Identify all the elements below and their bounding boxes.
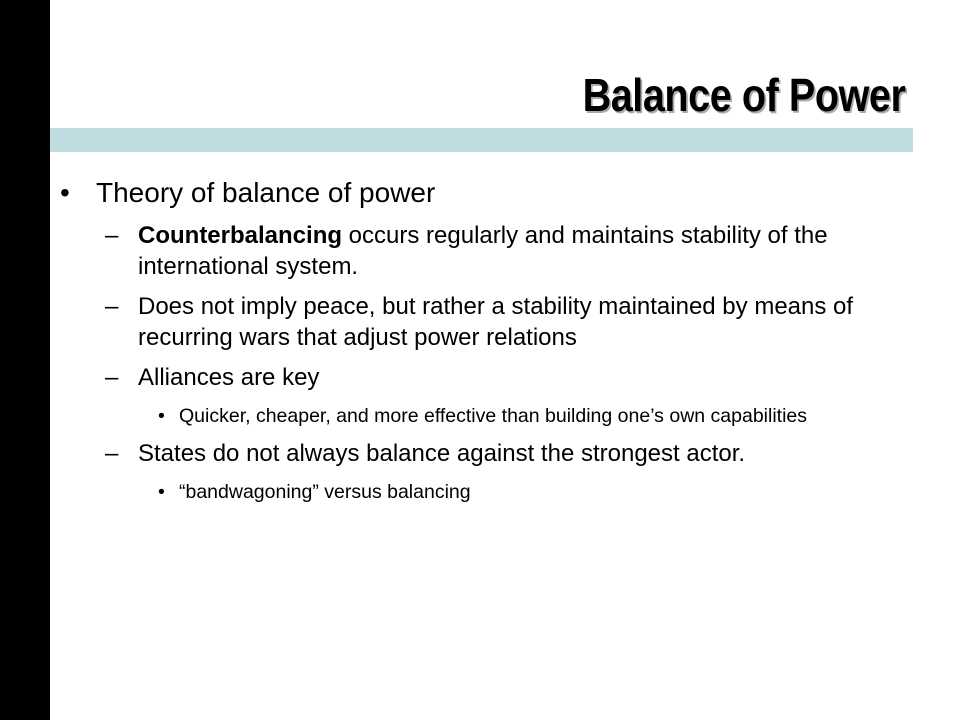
point-bold-term: Counterbalancing — [138, 222, 343, 249]
subpoint-text: “bandwagoning” versus balancing — [179, 481, 471, 503]
title-underline-band — [50, 128, 913, 152]
point-text: States do not always balance against the strongest actor. — [138, 440, 746, 467]
point-alliances — [58, 362, 918, 393]
slide-body — [58, 171, 918, 505]
heading-text: Theory of balance of power — [96, 177, 436, 208]
dash-marker: – — [105, 364, 119, 391]
subpoint-text: Quicker, cheaper, and more effective than building one’s own capabilities — [179, 405, 808, 427]
bullet-marker: • — [158, 405, 165, 427]
slide-title: Balance of Power — [582, 69, 905, 121]
bullet-heading — [58, 171, 918, 215]
dash-marker: – — [105, 293, 119, 320]
point-text: Alliances are key — [138, 364, 320, 391]
point-text: Does not imply peace, but rather a stability maintained by means of recurring wars that adjust power relations — [138, 293, 854, 351]
subpoint-bandwagoning — [58, 479, 918, 505]
point-states-balance — [58, 438, 918, 469]
left-accent-bar — [0, 0, 50, 720]
bullet-marker: • — [60, 177, 70, 208]
bullet-marker: • — [158, 481, 165, 503]
subpoint-alliances — [58, 403, 918, 429]
dash-marker: – — [105, 440, 119, 467]
point-counterbalancing — [58, 220, 918, 282]
dash-marker: – — [105, 222, 119, 249]
point-text: occurs regularly and maintains stability of the international system. — [138, 222, 828, 280]
point-not-peace — [58, 291, 918, 353]
